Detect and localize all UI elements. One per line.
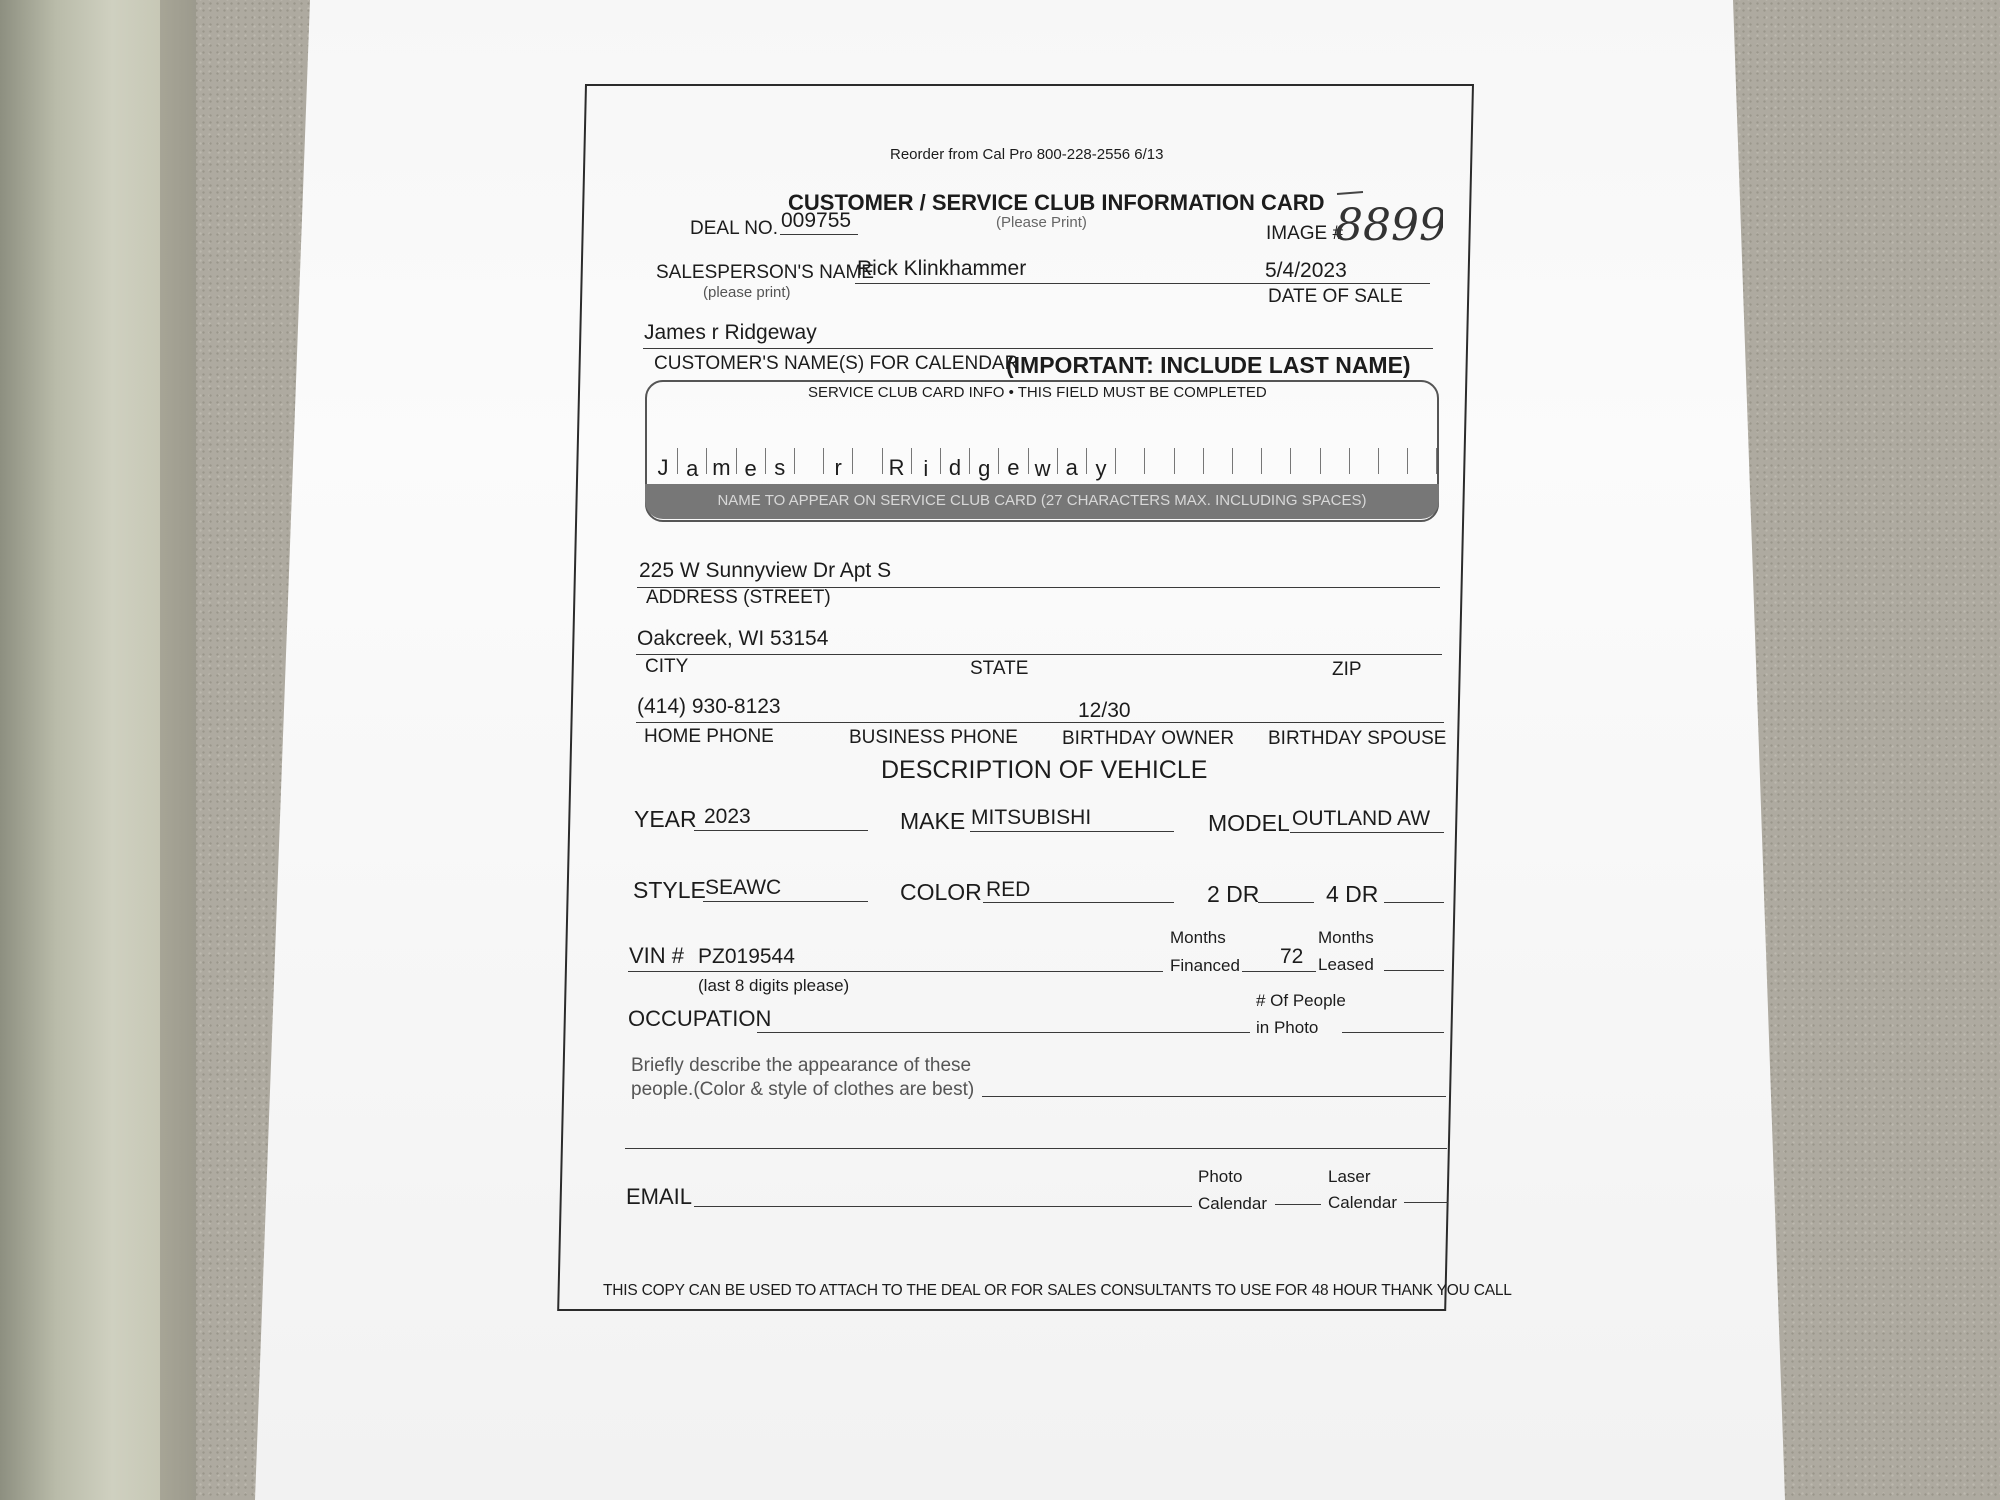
laser-calendar-line[interactable] xyxy=(1404,1202,1448,1203)
laser-calendar-bottom: Calendar xyxy=(1328,1193,1397,1212)
char-cell-divider xyxy=(1203,448,1204,474)
describe-line2: people.(Color & style of clothes are best) xyxy=(631,1079,975,1100)
char-cell-divider xyxy=(1232,448,1233,474)
make-line xyxy=(970,831,1174,832)
char-cell-divider xyxy=(1174,448,1175,474)
char-cell-divider xyxy=(911,448,912,474)
occupation-line[interactable] xyxy=(757,1032,1250,1033)
char-cell-divider xyxy=(1290,448,1291,474)
date-of-sale-label: DATE OF SALE xyxy=(1268,286,1403,307)
city-label: CITY xyxy=(645,656,689,677)
char-cell-divider xyxy=(1057,448,1058,474)
char-cell[interactable]: e xyxy=(744,456,757,481)
salesperson-line xyxy=(855,283,1430,284)
char-cell-divider xyxy=(1144,448,1145,474)
char-cell[interactable]: a xyxy=(1065,455,1078,480)
city-line xyxy=(636,654,1442,655)
salesperson-sublabel: (please print) xyxy=(703,284,791,301)
describe-line-a[interactable] xyxy=(982,1096,1446,1097)
birthday-spouse-label: BIRTHDAY SPOUSE xyxy=(1268,728,1447,749)
customer-name-value[interactable]: James r Ridgeway xyxy=(644,321,817,344)
salesperson-value[interactable]: Rick Klinkhammer xyxy=(857,257,1027,280)
left-panel-background xyxy=(0,0,160,1500)
two-door-line[interactable] xyxy=(1258,902,1314,903)
char-cell-divider xyxy=(1349,448,1350,474)
char-cell-divider xyxy=(940,448,941,474)
make-label: MAKE xyxy=(900,808,966,834)
char-cell-divider xyxy=(969,448,970,474)
reorder-text: Reorder from Cal Pro 800-228-2556 6/13 xyxy=(890,146,1164,163)
char-cell-divider xyxy=(882,448,883,474)
year-value[interactable]: 2023 xyxy=(704,805,751,828)
char-cell-divider xyxy=(852,448,853,474)
image-number-label: IMAGE # xyxy=(1266,223,1344,244)
important-note: (IMPORTANT: INCLUDE LAST NAME) xyxy=(1006,352,1411,378)
four-door-label: 4 DR xyxy=(1326,881,1379,907)
months-financed-line xyxy=(1242,971,1316,972)
vehicle-heading: DESCRIPTION OF VEHICLE xyxy=(881,756,1208,784)
char-cell-divider xyxy=(1261,448,1262,474)
char-cell-divider xyxy=(1320,448,1321,474)
char-cell[interactable]: r xyxy=(834,455,842,480)
occupation-label: OCCUPATION xyxy=(628,1006,772,1031)
photo-calendar-top: Photo xyxy=(1198,1167,1243,1186)
char-cell-divider xyxy=(1028,448,1029,474)
form-title: CUSTOMER / SERVICE CLUB INFORMATION CARD xyxy=(788,190,1325,215)
char-cell[interactable]: w xyxy=(1034,456,1051,481)
birthday-owner-label: BIRTHDAY OWNER xyxy=(1062,728,1235,749)
year-label: YEAR xyxy=(634,806,697,832)
char-cell[interactable]: m xyxy=(712,455,731,480)
char-cell-divider xyxy=(1407,448,1408,474)
color-label: COLOR xyxy=(900,879,982,905)
style-label: STYLE xyxy=(633,877,706,903)
home-phone-label: HOME PHONE xyxy=(644,726,774,747)
char-cell[interactable]: i xyxy=(923,456,929,481)
phones-line xyxy=(636,722,1444,723)
deal-no-label: DEAL NO. xyxy=(690,218,778,239)
four-door-line[interactable] xyxy=(1384,902,1444,903)
model-line xyxy=(1290,832,1444,833)
panel-edge xyxy=(160,0,196,1500)
image-number-handwritten xyxy=(1333,190,1443,255)
char-cell[interactable]: d xyxy=(948,455,962,480)
months-financed-bottom: Financed xyxy=(1170,956,1240,975)
please-print-note: (Please Print) xyxy=(996,214,1087,231)
people-in-photo-top: # Of People xyxy=(1256,991,1346,1010)
address-label: ADDRESS (STREET) xyxy=(646,587,831,608)
form-footer: THIS COPY CAN BE USED TO ATTACH TO THE DEAL OR FOR SALES CONSULTANTS TO USE FOR 48 HOUR THANK YOU CALL xyxy=(603,1282,1512,1299)
months-leased-top: Months xyxy=(1318,928,1374,947)
customer-name-label: CUSTOMER'S NAME(S) FOR CALENDAR xyxy=(654,353,1019,374)
color-value[interactable]: RED xyxy=(986,878,1031,901)
char-cell-divider xyxy=(1378,448,1379,474)
vin-value[interactable]: PZ019544 xyxy=(698,945,795,968)
birthday-owner-value[interactable]: 12/30 xyxy=(1078,699,1131,722)
char-cell-divider xyxy=(1086,448,1087,474)
year-line xyxy=(694,830,868,831)
char-cell-divider xyxy=(677,448,678,474)
char-cell[interactable]: J xyxy=(657,455,669,480)
vin-note: (last 8 digits please) xyxy=(698,976,850,995)
service-club-footer: NAME TO APPEAR ON SERVICE CLUB CARD (27 CHARACTERS MAX. INCLUDING SPACES) xyxy=(717,492,1367,509)
address-value[interactable]: 225 W Sunnyview Dr Apt S xyxy=(639,559,892,582)
salesperson-label: SALESPERSON'S NAME xyxy=(656,262,874,283)
home-phone-value[interactable]: (414) 930-8123 xyxy=(637,695,781,718)
make-value[interactable]: MITSUBISHI xyxy=(971,806,1092,829)
state-label: STATE xyxy=(970,658,1029,679)
char-cell-divider xyxy=(736,448,737,474)
photo-calendar-bottom: Calendar xyxy=(1198,1194,1267,1213)
email-label: EMAIL xyxy=(626,1184,693,1209)
model-label: MODEL xyxy=(1208,810,1290,836)
months-financed-top: Months xyxy=(1170,928,1226,947)
char-cell-divider xyxy=(823,448,824,474)
style-line xyxy=(703,901,868,902)
style-value[interactable]: SEAWC xyxy=(705,876,782,899)
char-cell-divider xyxy=(706,448,707,474)
char-cell-divider xyxy=(998,448,999,474)
laser-calendar-top: Laser xyxy=(1328,1167,1371,1186)
vin-label: VIN # xyxy=(629,943,685,968)
image-number-value: 8899 xyxy=(1335,200,1443,250)
zip-label: ZIP xyxy=(1332,659,1362,680)
months-leased-line[interactable] xyxy=(1384,970,1444,971)
people-in-photo-bottom: in Photo xyxy=(1256,1018,1319,1037)
months-financed-value[interactable]: 72 xyxy=(1280,945,1304,968)
char-cell[interactable]: e xyxy=(1007,455,1020,480)
deal-no-line xyxy=(780,234,858,235)
char-cell-divider xyxy=(1436,448,1437,474)
city-state-zip-value[interactable]: Oakcreek, WI 53154 xyxy=(637,627,829,650)
business-phone-label: BUSINESS PHONE xyxy=(849,727,1018,748)
photo-calendar-line[interactable] xyxy=(1275,1204,1321,1205)
char-cell[interactable]: R xyxy=(888,455,905,480)
describe-line-b[interactable] xyxy=(625,1148,1447,1149)
color-line xyxy=(983,902,1174,903)
describe-line1: Briefly describe the appearance of these xyxy=(631,1055,972,1076)
months-leased-bottom: Leased xyxy=(1318,955,1374,974)
service-club-heading: SERVICE CLUB CARD INFO • THIS FIELD MUST BE COMPLETED xyxy=(808,384,1267,401)
char-cell[interactable]: a xyxy=(686,456,699,481)
char-cell[interactable]: g xyxy=(978,456,991,481)
deal-no-value[interactable]: 009755 xyxy=(781,209,852,232)
email-line[interactable] xyxy=(694,1206,1192,1207)
date-of-sale-value[interactable]: 5/4/2023 xyxy=(1265,259,1347,282)
two-door-label: 2 DR xyxy=(1207,881,1260,907)
char-cell[interactable]: s xyxy=(774,455,786,480)
people-in-photo-line[interactable] xyxy=(1342,1032,1444,1033)
char-cell[interactable]: y xyxy=(1095,456,1107,481)
model-value[interactable]: OUTLAND AW xyxy=(1292,807,1431,830)
char-cell-divider xyxy=(765,448,766,474)
char-cell-divider xyxy=(794,448,795,474)
customer-name-line xyxy=(643,348,1433,349)
vin-line xyxy=(628,971,1163,972)
char-cell-divider xyxy=(1115,448,1116,474)
